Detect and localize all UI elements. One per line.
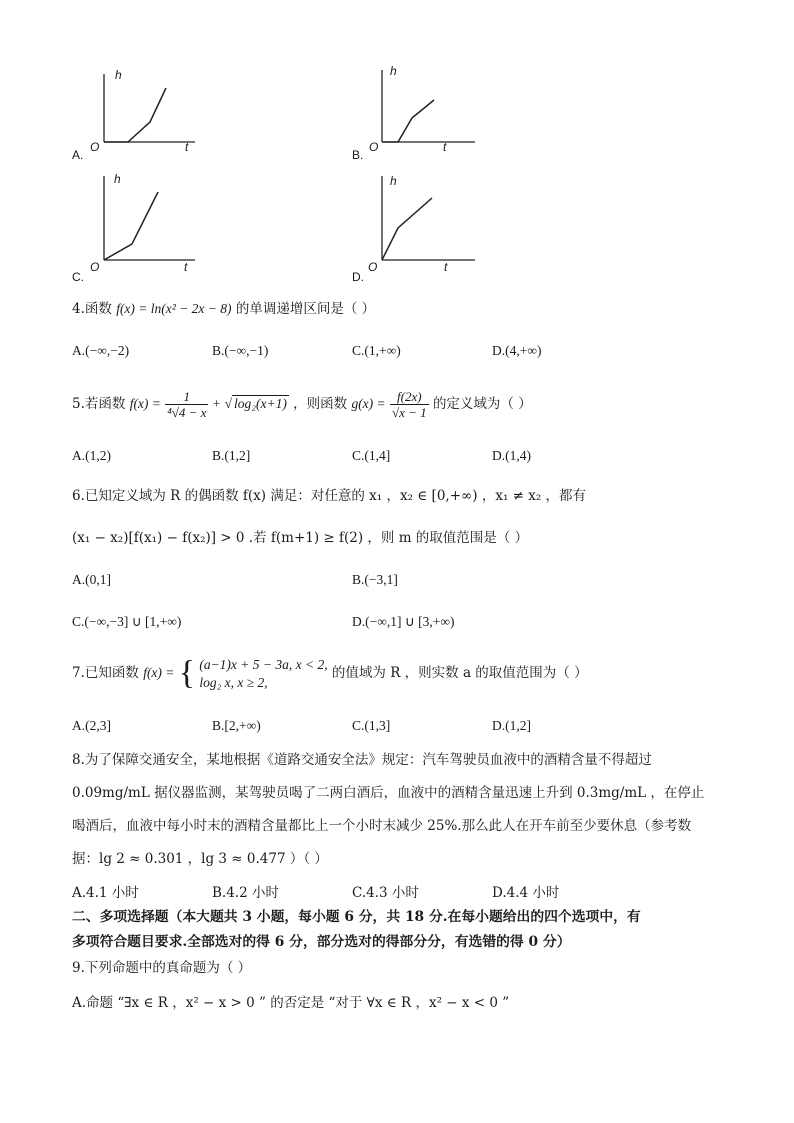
q6-line2: (x₁ − x₂)[f(x₁) − f(x₂)] > 0 .若 f(m+1) ≥ f(2) ，则 m 的取值范围是（ ） — [72, 530, 529, 546]
graph-c — [70, 172, 210, 284]
q8-line4: 据：lg 2 ≈ 0.301 ，lg 3 ≈ 0.477 ）（ ） — [72, 851, 328, 867]
q5-f-den: ⁴√4 − x — [167, 405, 207, 420]
q5-g-num: f(2x) — [390, 389, 429, 405]
graph-a — [70, 66, 210, 166]
q5-stem-prefix: 5.若函数 — [72, 396, 126, 412]
q6-line1: 6.已知定义域为 R 的偶函数 f(x) 满足：对任意的 x₁ ，x₂ ∈ [0,+∞) ，x₁ ≠ x₂ ，都有 — [72, 488, 587, 504]
graph-b — [350, 66, 490, 166]
graph-d — [350, 172, 490, 284]
q7-piece-1: (a−1)x + 5 − 3a, x < 2, — [199, 656, 328, 672]
graph-a-t: t — [185, 140, 189, 154]
q8-option-c: C.4.3 小时 — [352, 885, 419, 901]
q4-option-d: D.(4,+∞) — [492, 343, 542, 358]
q8-option-b: B.4.2 小时 — [212, 885, 279, 901]
graph-b-label: B. — [352, 148, 364, 162]
q7-pieces — [199, 656, 327, 692]
q4-option-c: C.(1,+∞) — [352, 343, 401, 358]
q5-f-fraction — [165, 389, 208, 420]
q4-function: f(x) = ln(x² − 2x − 8) — [116, 301, 232, 316]
q5-option-a: A.(1,2) — [72, 448, 111, 463]
q6-option-a: A.(0,1] — [72, 572, 111, 587]
graph-b-t: t — [443, 140, 447, 154]
q5-option-d: D.(1,4) — [492, 448, 531, 463]
q7-piece-2: log₂ x, x ≥ 2, — [199, 674, 268, 690]
q5-f-num: 1 — [165, 389, 208, 405]
graph-d-origin: O — [368, 260, 378, 274]
q8-line2: 0.09mg/mL 据仪器监测，某驾驶员喝了二两白酒后，血液中的酒精含量迅速上升到 0.3mg/mL ，在停止 — [72, 785, 705, 801]
graph-d-label: D. — [352, 270, 364, 284]
graph-a-label: A. — [72, 148, 84, 162]
q6-option-d: D.(−∞,1] ∪ [3,+∞) — [352, 614, 455, 629]
q5-option-b: B.(1,2] — [212, 448, 251, 463]
q7-brace: { — [178, 654, 196, 692]
q5-g-fraction — [390, 389, 429, 420]
graph-d-h: h — [390, 174, 397, 188]
q5-stem: 5.若函数 f(x) = $\frac{1}{\text{⁴√4 − x}}$ + √ log₂(x+1) ，则函数 g(x) = $\frac{f(2x)}{√x - 1}$ 的定义域为（ ） — [72, 389, 532, 420]
q7-option-c: C.(1,3] — [352, 718, 391, 733]
q7-option-a: A.(2,3] — [72, 718, 111, 733]
q5-g-den: √x − 1 — [391, 405, 427, 420]
q5-f-left: f(x) = — [129, 396, 161, 411]
q5-f-plus: + — [212, 396, 221, 411]
q8-line3: 喝酒后，血液中每小时末的酒精含量都比上一个小时末减少 25%.那么此人在开车前至少要休息（参考数 — [72, 818, 692, 834]
q6-option-c: C.(−∞,−3] ∪ [1,+∞) — [72, 614, 182, 629]
q4-option-b: B.(−∞,−1) — [212, 343, 269, 358]
q4-stem-prefix: 4.函数 — [72, 301, 112, 317]
graph-c-t: t — [184, 260, 188, 274]
q4-stem — [72, 299, 375, 319]
graph-a-origin: O — [90, 140, 100, 154]
q7-f-left: f(x) = — [143, 665, 175, 680]
q9-option-a: A.命题 “∃x ∈ R ，x² − x > 0 ” 的否定是 “对于 ∀x ∈ R ，x² − x < 0 ” — [72, 995, 510, 1011]
q4-stem-suffix: 的单调递增区间是（ ） — [235, 301, 376, 317]
graph-b-origin: O — [369, 140, 379, 154]
q7-option-b: B.[2,+∞) — [212, 718, 261, 733]
q8-option-d: D.4.4 小时 — [492, 885, 560, 901]
section2-heading-line1: 二、多项选择题（本大题共 3 小题，每小题 6 分，共 18 分.在每小题给出的四个选项中，有 — [72, 909, 641, 925]
graph-c-label: C. — [72, 270, 84, 284]
section2-heading-line2: 多项符合题目要求.全部选对的得 6 分，部分选对的得部分分，有选错的得 0 分） — [72, 934, 571, 950]
q8-option-a: A.4.1 小时 — [72, 885, 139, 901]
q7-option-d: D.(1,2] — [492, 718, 531, 733]
graph-c-origin: O — [90, 260, 100, 274]
q7-stem-prefix: 7.已知函数 — [72, 665, 139, 681]
q7-stem — [72, 650, 588, 696]
q9-stem: 9.下列命题中的真命题为（ ） — [72, 960, 252, 976]
q8-line1: 8.为了保障交通安全，某地根据《道路交通安全法》规定：汽车驾驶员血液中的酒精含量不得超过 — [72, 752, 652, 768]
graph-b-h: h — [390, 64, 397, 78]
q5-mid: ，则函数 — [293, 396, 348, 412]
graph-a-h: h — [115, 68, 122, 82]
graph-c-h: h — [114, 172, 121, 186]
q5-stem-suffix: 的定义域为（ ） — [432, 396, 532, 412]
q7-stem-suffix: 的值域为 R ，则实数 a 的取值范围为（ ） — [331, 665, 588, 681]
q4-option-a: A.(−∞,−2) — [72, 343, 130, 358]
q5-g-left: g(x) = — [351, 396, 386, 411]
q5-f-root: log₂(x+1) — [234, 396, 287, 411]
q5-option-c: C.(1,4] — [352, 448, 391, 463]
graph-d-t: t — [444, 260, 448, 274]
q6-option-b: B.(−3,1] — [352, 572, 398, 587]
